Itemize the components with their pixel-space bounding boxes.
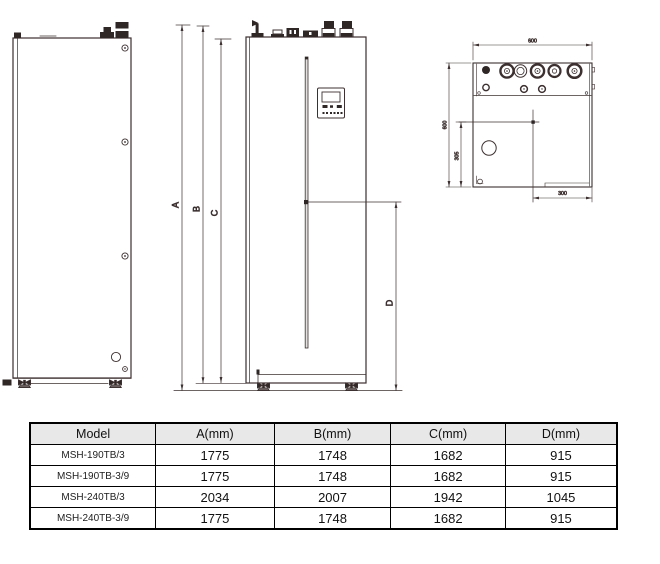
side-top-fittings <box>100 22 129 38</box>
header-model: Model <box>30 423 156 445</box>
cell-a: 1775 <box>156 445 275 466</box>
control-panel-buttons <box>323 105 343 114</box>
header-c: C(mm) <box>391 423 506 445</box>
cell-b: 2007 <box>274 487 391 508</box>
cell-b: 1748 <box>274 445 391 466</box>
cell-model: MSH-190TB/3 <box>30 445 156 466</box>
cell-c: 1682 <box>391 445 506 466</box>
front-view <box>174 20 402 391</box>
cell-model: MSH-190TB-3/9 <box>30 466 156 487</box>
table-row <box>30 466 617 487</box>
header-b: B(mm) <box>274 423 391 445</box>
dimensions-table <box>29 422 618 530</box>
cell-model: MSH-240TB-3/9 <box>30 508 156 530</box>
table-row <box>30 487 617 508</box>
pipe-connections <box>482 64 581 92</box>
header-d: D(mm) <box>505 423 617 445</box>
dim-label-a: A <box>170 201 181 209</box>
cell-b: 1748 <box>274 466 391 487</box>
cell-d: 915 <box>505 445 617 466</box>
dim-label-b: B <box>191 205 202 213</box>
header-a: A(mm) <box>156 423 275 445</box>
dim-label-depth: 600 <box>442 120 449 130</box>
side-view <box>3 22 132 388</box>
control-panel-screen <box>322 92 340 102</box>
dim-label-offset-bottom: 300 <box>558 191 567 197</box>
dim-label-d: D <box>384 299 395 307</box>
cell-a: 2034 <box>156 487 275 508</box>
top-view-hole <box>482 141 496 155</box>
side-base-bracket <box>3 380 12 386</box>
dim-label-top-width: 600 <box>528 38 537 45</box>
seam-ref-point <box>304 200 308 204</box>
side-screws <box>111 45 128 372</box>
center-reference <box>459 110 539 202</box>
cell-a: 1775 <box>156 466 275 487</box>
table-row <box>30 508 617 530</box>
cell-c: 1682 <box>391 508 506 530</box>
cell-c: 1942 <box>391 487 506 508</box>
cell-b: 1748 <box>274 508 391 530</box>
cell-d: 915 <box>505 508 617 530</box>
cell-d: 1045 <box>505 487 617 508</box>
top-view <box>459 63 595 202</box>
dim-label-offset-left: 305 <box>454 151 461 161</box>
control-panel <box>318 88 345 118</box>
table-row <box>30 445 617 466</box>
dim-label-c: C <box>209 209 220 217</box>
cell-a: 1775 <box>156 508 275 530</box>
front-top-fittings <box>252 20 354 37</box>
cell-c: 1682 <box>391 466 506 487</box>
cell-model: MSH-240TB/3 <box>30 487 156 508</box>
plinth-mark <box>257 370 260 375</box>
table-header-row <box>30 423 617 445</box>
side-hole <box>111 352 120 361</box>
cell-d: 915 <box>505 466 617 487</box>
side-top-cap <box>14 33 21 39</box>
